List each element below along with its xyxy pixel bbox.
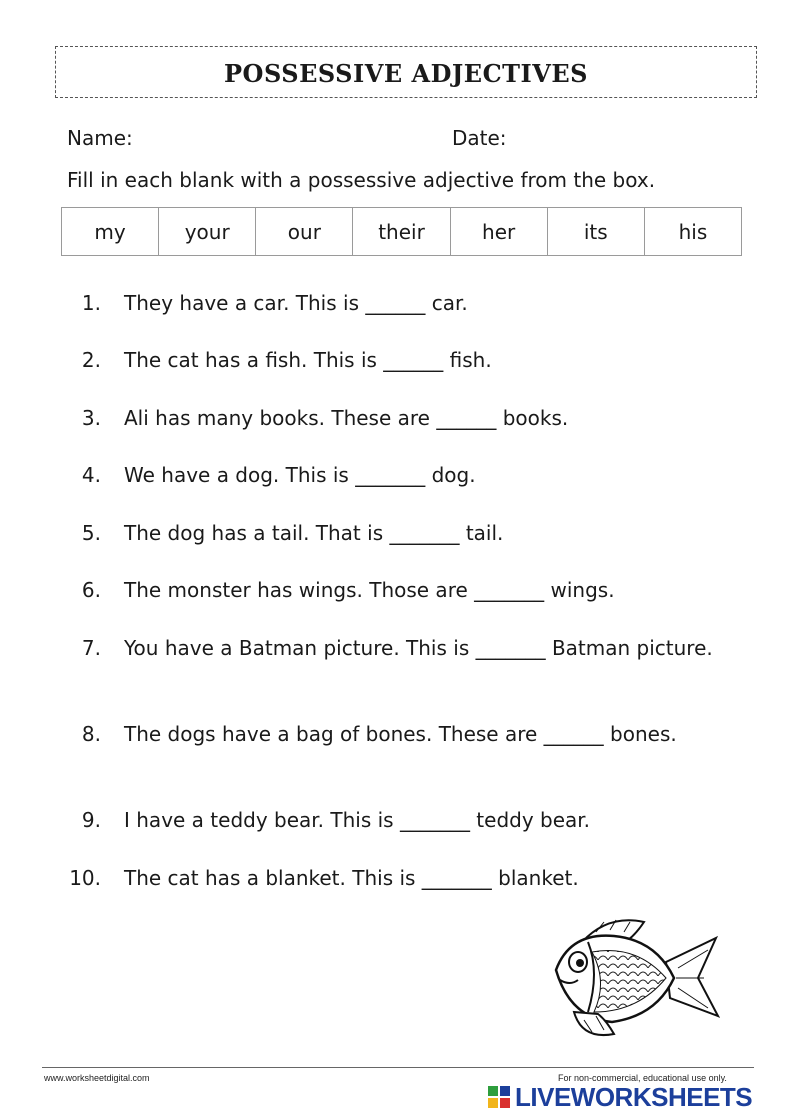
word-box-cell: your	[159, 208, 256, 256]
title-box	[55, 46, 757, 98]
question-text: They have a car. This is ______ car.	[124, 291, 468, 315]
brand-name: LIVEWORKSHEETS	[515, 1082, 753, 1112]
word-box-cell: its	[547, 208, 644, 256]
liveworksheets-brand	[487, 1082, 752, 1112]
question-number: 1.	[81, 291, 101, 315]
question-number: 9.	[81, 808, 101, 832]
question-number: 6.	[81, 578, 101, 602]
question-number: 10.	[69, 866, 101, 890]
question-text: The cat has a fish. This is ______ fish.	[124, 348, 492, 372]
question-number: 4.	[81, 463, 101, 487]
question-text: Ali has many books. These are ______ books.	[124, 406, 569, 430]
word-box-cell: our	[256, 208, 353, 256]
question-text: The cat has a blanket. This is _______ blanket.	[124, 866, 579, 890]
question-text: I have a teddy bear. This is _______ teddy bear.	[124, 808, 591, 832]
footer-divider	[42, 1067, 754, 1068]
question-text: You have a Batman picture. This is _______ Batman picture.	[124, 636, 713, 660]
footer-notice: For non-commercial, educational use only.	[558, 1073, 727, 1083]
question-number: 8.	[81, 722, 101, 746]
question-number: 2.	[81, 348, 101, 372]
word-box-cell: my	[62, 208, 159, 256]
question-number: 5.	[81, 521, 101, 545]
page-title: POSSESSIVE ADJECTIVES	[223, 58, 589, 88]
date-label: Date:	[452, 126, 507, 150]
question-text: The dog has a tail. That is _______ tail.	[124, 521, 504, 545]
liveworksheets-logo-icon	[487, 1085, 511, 1109]
word-box-cell: his	[644, 208, 741, 256]
question-number: 3.	[81, 406, 101, 430]
question-number: 7.	[81, 636, 101, 660]
name-label: Name:	[67, 126, 133, 150]
question-text: We have a dog. This is _______ dog.	[124, 463, 476, 487]
question-text: The dogs have a bag of bones. These are ______ bones.	[124, 722, 677, 746]
word-box	[61, 207, 742, 256]
word-box-cell: their	[353, 208, 450, 256]
footer-website: www.worksheetdigital.com	[44, 1073, 150, 1083]
fish-illustration	[548, 912, 720, 1040]
instructions: Fill in each blank with a possessive adjective from the box.	[67, 168, 656, 192]
word-box-cell: her	[450, 208, 547, 256]
question-text: The monster has wings. Those are _______ wings.	[124, 578, 615, 602]
